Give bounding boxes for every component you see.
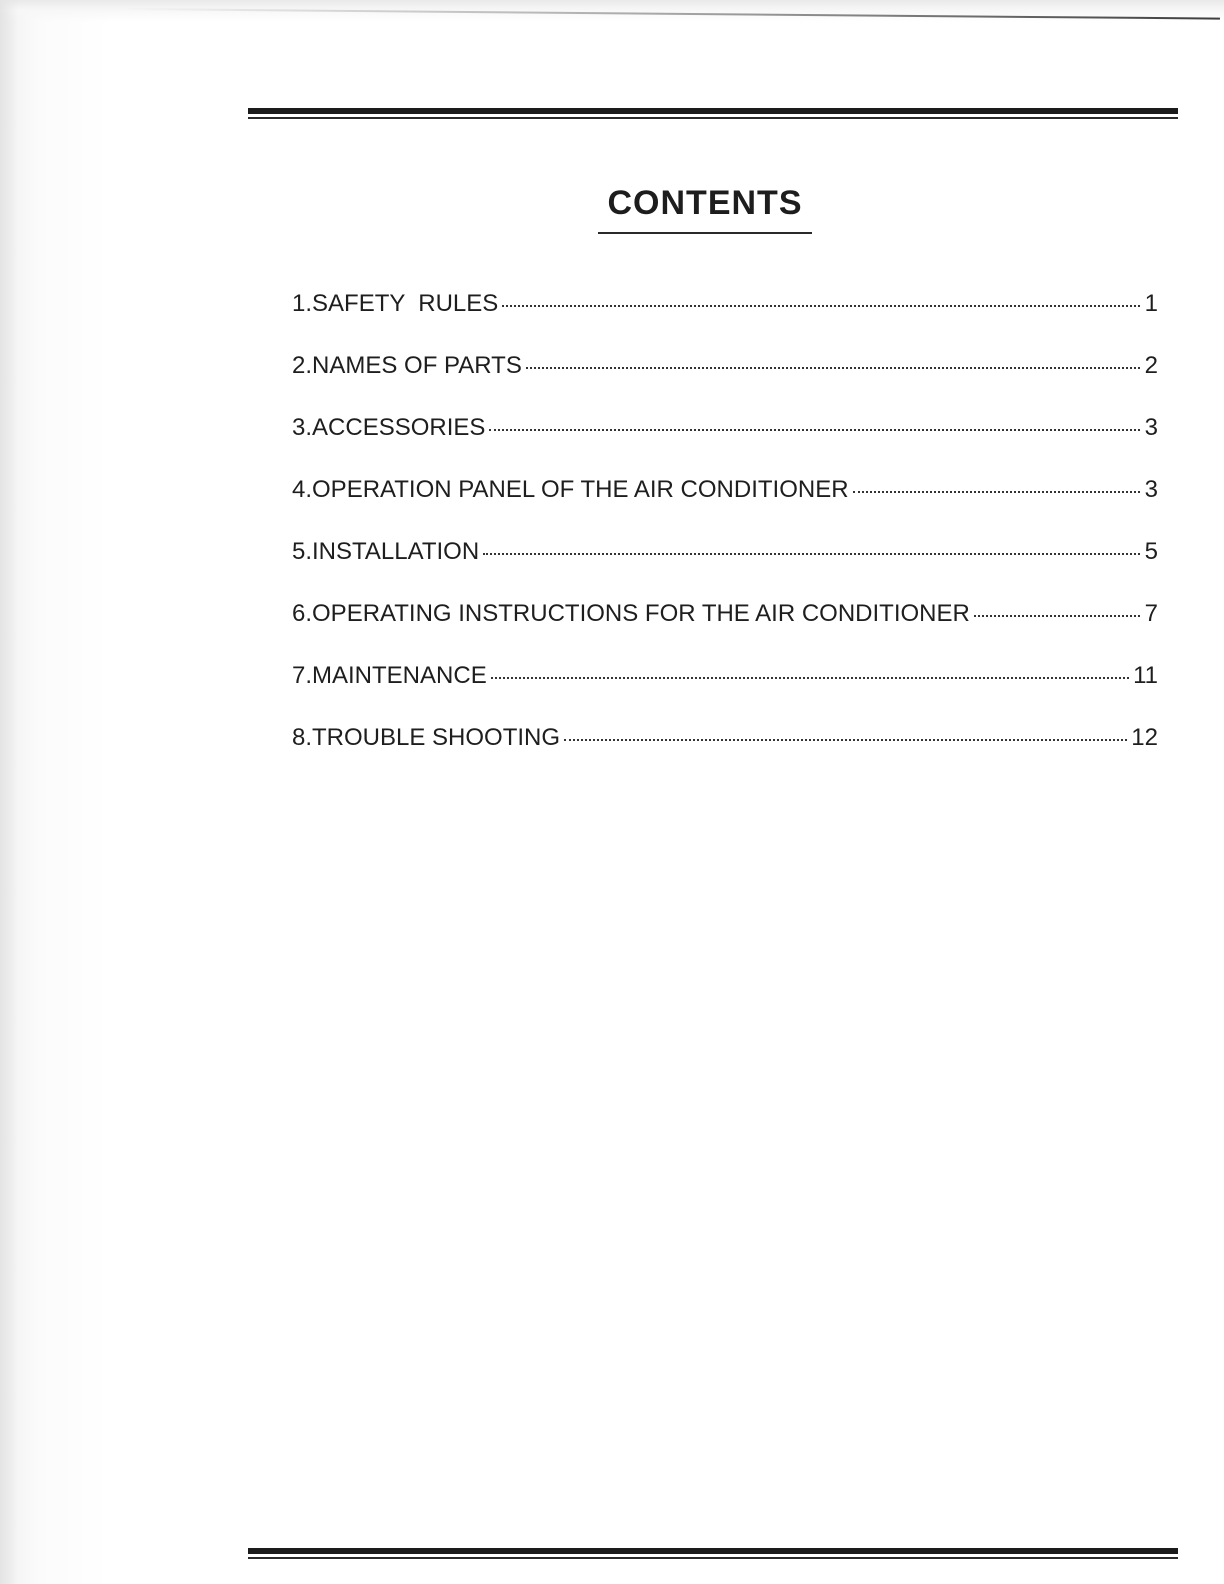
scan-shadow-top — [0, 0, 1224, 22]
toc-entry-label: 1.SAFETY RULES — [292, 290, 499, 317]
toc-dot-leader — [564, 739, 1127, 741]
toc-page-number: 3 — [1144, 476, 1158, 503]
toc-page-number: 3 — [1144, 414, 1158, 441]
toc-entry[interactable] — [292, 724, 1158, 786]
toc-page-number: 5 — [1144, 538, 1158, 565]
toc-entry-label: 6.OPERATING INSTRUCTIONS FOR THE AIR CONDITIONER — [292, 600, 970, 627]
toc-page-number: 12 — [1131, 724, 1158, 751]
toc-entry-label: 8.TROUBLE SHOOTING — [292, 724, 561, 751]
toc-entry[interactable] — [292, 414, 1158, 476]
toc-page-number: 1 — [1144, 290, 1158, 317]
toc-page-number: 2 — [1144, 352, 1158, 379]
toc-entry[interactable] — [292, 662, 1158, 724]
toc-dot-leader — [483, 553, 1140, 555]
top-double-rule — [248, 108, 1178, 119]
toc-entry[interactable] — [292, 600, 1158, 662]
toc-dot-leader — [526, 367, 1140, 369]
toc-page-number: 11 — [1133, 662, 1158, 689]
toc-dot-leader — [853, 491, 1140, 493]
toc-dot-leader — [974, 615, 1140, 617]
toc-entry-label: 5.INSTALLATION — [292, 538, 480, 565]
bottom-double-rule — [248, 1548, 1178, 1559]
page-title: CONTENTS — [607, 184, 803, 222]
scan-shadow-left — [0, 0, 18, 1584]
title-underline — [598, 232, 812, 234]
toc-entry[interactable] — [292, 476, 1158, 538]
toc-dot-leader — [502, 305, 1140, 307]
toc-entry-label: 4.OPERATION PANEL OF THE AIR CONDITIONER — [292, 476, 849, 503]
toc-entry-label: 3.ACCESSORIES — [292, 414, 486, 441]
toc-entry[interactable] — [292, 352, 1158, 414]
toc-page-number: 7 — [1144, 600, 1158, 627]
toc-entry[interactable] — [292, 538, 1158, 600]
toc-entry[interactable] — [292, 290, 1158, 352]
table-of-contents — [292, 290, 1158, 786]
toc-entry-label: 7.MAINTENANCE — [292, 662, 487, 689]
toc-entry-label: 2.NAMES OF PARTS — [292, 352, 522, 379]
toc-dot-leader — [491, 677, 1129, 679]
toc-dot-leader — [489, 429, 1140, 431]
